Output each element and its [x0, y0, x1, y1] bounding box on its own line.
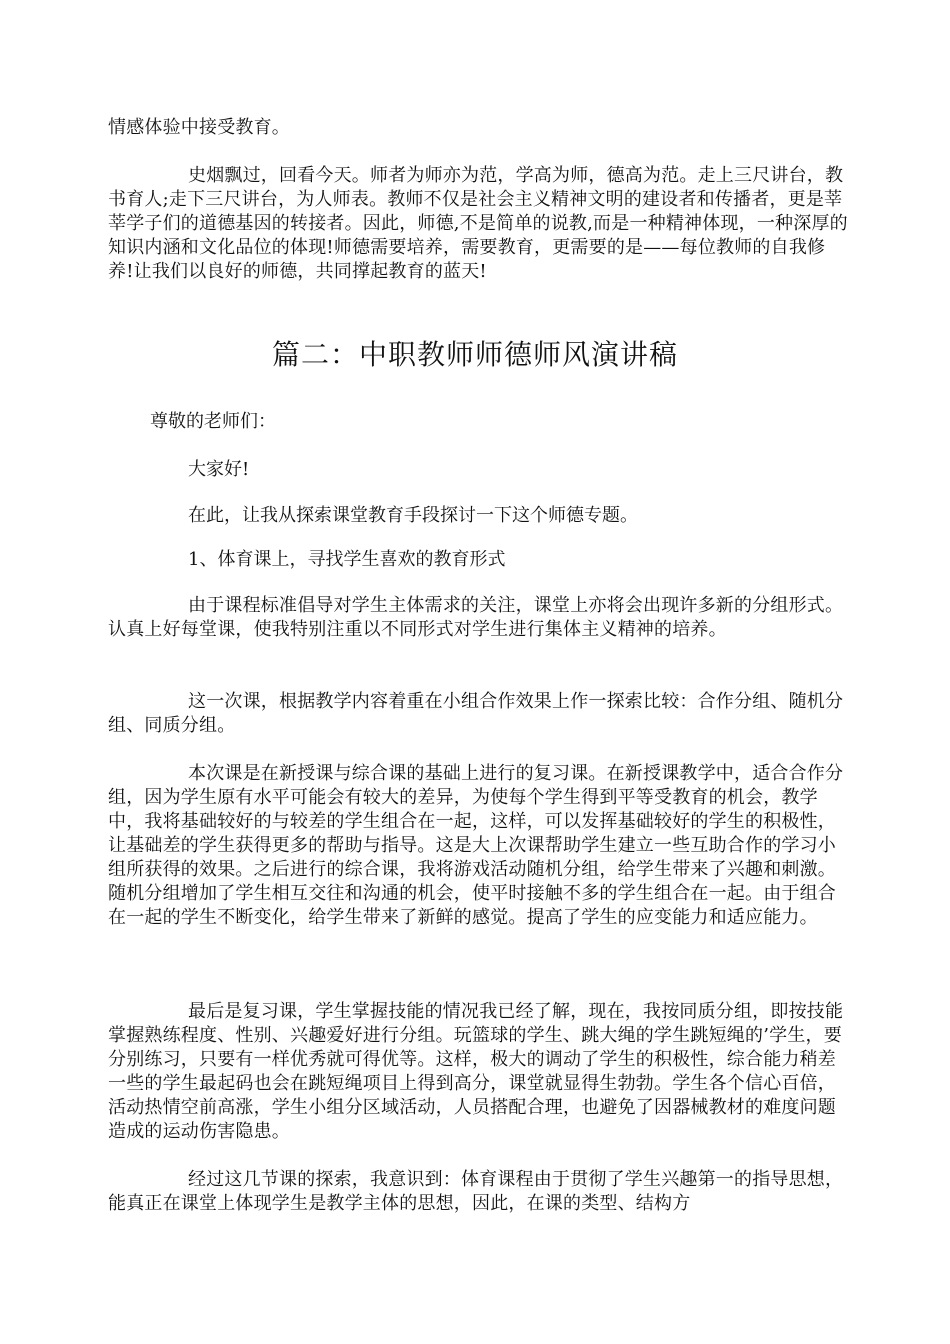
- paragraph-history: 史烟飘过，回看今天。师者为师亦为范，学高为师，德高为范。走上三尺讲台，教书育人;走下三尺讲台，为人师表。教师不仅是社会主义精神文明的建设者和传播者，更是莘莘学子们的道德基因的转接者。因此，师德,不是简单的说教,而是一种精神体现，一种深厚的知识内涵和文化品位的体现!师德需要培养，需要教育，更需要的是——每位教师的自我修养!让我们以良好的师德，共同撑起教育的蓝天!: [108, 165, 848, 282]
- greeting: 大家好!: [188, 459, 250, 480]
- section-title: 篇二：中职教师师德师风演讲稿: [271, 338, 678, 371]
- paragraph-3: 本次课是在新授课与综合课的基础上进行的复习课。在新授课教学中，适合合作分组，因为学生原有水平可能会有较大的差异，为使每个学生得到平等受教育的机会，教学中，我将基础较好的与较差的学生组合在一起，这样，可以发挥基础较好的学生的积极性，让基础差的学生获得更多的帮助与指导。这是大上次课帮助学生建立一些互助合作的学习小组所获得的效果。之后进行的综合课，我将游戏活动随机分组，给学生带来了兴趣和刺激。随机分组增加了学生相互交往和沟通的机会，使平时接触不多的学生组合在一起。由于组合在一起的学生不断变化，给学生带来了新鲜的感觉。提高了学生的应变能力和适应能力。: [108, 763, 844, 928]
- paragraph-intro-end: 情感体验中接受教育。: [108, 117, 290, 138]
- item-heading-1: 1、体育课上，寻找学生喜欢的教育形式: [188, 549, 506, 570]
- salutation: 尊敬的老师们：: [150, 411, 276, 432]
- paragraph-2: 这一次课，根据教学内容着重在小组合作效果上作一探索比较：合作分组、随机分组、同质分组。: [108, 691, 844, 736]
- paragraph-1: 由于课程标准倡导对学生主体需求的关注，课堂上亦将会出现许多新的分组形式。认真上好每堂课，使我特别注重以不同形式对学生进行集体主义精神的培养。: [108, 595, 844, 640]
- paragraph-4: 最后是复习课，学生掌握技能的情况我已经了解，现在，我按同质分组，即按技能掌握熟练程度、性别、兴趣爱好进行分组。玩篮球的学生、跳大绳的学生跳短绳的’学生，要分别练习，只要有一样优秀就可得优等。这样，极大的调动了学生的积极性，综合能力稍差一些的学生最起码也会在跳短绳项目上得到高分，课堂就显得生勃勃。学生各个信心百倍，活动热情空前高涨，学生小组分区域活动，人员搭配合理，也避免了因器械教材的难度问题造成的运动伤害隐患。: [108, 1001, 844, 1142]
- paragraph-5: 经过这几节课的探索，我意识到：体育课程由于贯彻了学生兴趣第一的指导思想，能真正在课堂上体现学生是教学主体的思想，因此，在课的类型、结构方: [108, 1169, 844, 1214]
- topic-sentence: 在此，让我从探索课堂教育手段探讨一下这个师德专题。: [188, 505, 638, 526]
